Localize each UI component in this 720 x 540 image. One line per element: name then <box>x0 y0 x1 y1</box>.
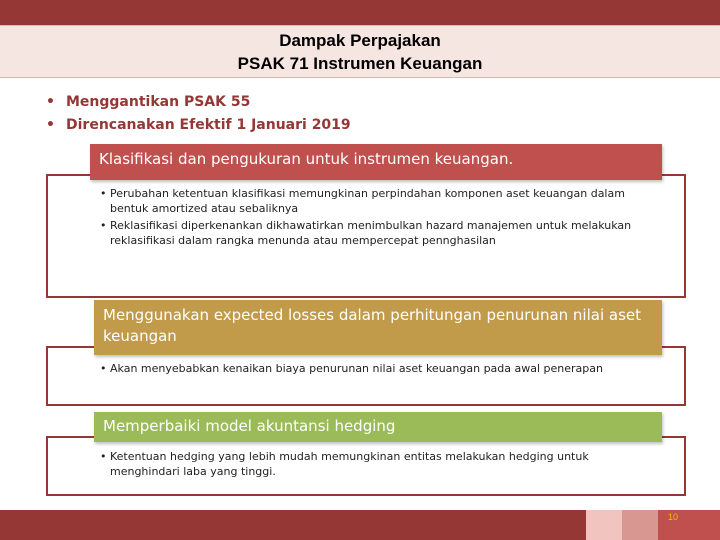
list-item-text: Ketentuan hedging yang lebih mudah memungkinan entitas melakukan hedging untuk menghindari laba yang tinggi. <box>110 450 589 478</box>
bullet-dot-icon: • <box>100 362 107 375</box>
bullet-dot-icon: • <box>100 187 107 200</box>
list-item-text: Perubahan ketentuan klasifikasi memungkinan perpindahan komponen aset keuangan dalam bentuk amortized atau sebaliknya <box>110 187 625 215</box>
bullet-dot-icon: • <box>100 450 107 463</box>
list-item-text: Akan menyebabkan kenaikan biaya penurunan nilai aset keuangan pada awal penerapan <box>110 362 603 375</box>
summary-bullet-text: Direncanakan Efektif 1 Januari 2019 <box>66 117 351 133</box>
list-item <box>100 449 640 479</box>
title-line-1: Dampak Perpajakan <box>279 31 441 50</box>
top-decorative-bar <box>0 0 720 25</box>
page-number: 10 <box>667 512 678 522</box>
list-item <box>100 186 640 216</box>
section-details-expected-losses <box>100 361 640 378</box>
slide-title <box>0 25 720 78</box>
section-heading-hedging: Memperbaiki model akuntansi hedging <box>94 412 662 442</box>
bullet-dot-icon: • <box>46 117 55 133</box>
title-line-2: PSAK 71 Instrumen Keuangan <box>237 54 483 73</box>
section-heading-expected-losses: Menggunakan expected losses dalam perhitungan penurunan nilai aset keuangan <box>94 300 662 355</box>
bullet-dot-icon: • <box>46 94 55 110</box>
summary-bullet-text: Menggantikan PSAK 55 <box>66 94 251 110</box>
list-item <box>100 218 640 248</box>
footer-accent-block <box>586 510 622 540</box>
summary-bullet <box>46 114 646 137</box>
bullet-dot-icon: • <box>100 219 107 232</box>
footer-accent-block <box>622 510 658 540</box>
summary-bullets <box>46 91 646 137</box>
section-heading-classification: Klasifikasi dan pengukuran untuk instrumen keuangan. <box>90 144 662 180</box>
list-item <box>100 361 640 376</box>
summary-bullet <box>46 91 646 114</box>
section-details-hedging <box>100 449 640 481</box>
section-details-classification <box>100 186 640 250</box>
list-item-text: Reklasifikasi diperkenankan dikhawatirkan menimbulkan hazard manajemen untuk melakukan reklasifikasi dalam rangka menunda atau mempercepat pennghasilan <box>110 219 632 247</box>
